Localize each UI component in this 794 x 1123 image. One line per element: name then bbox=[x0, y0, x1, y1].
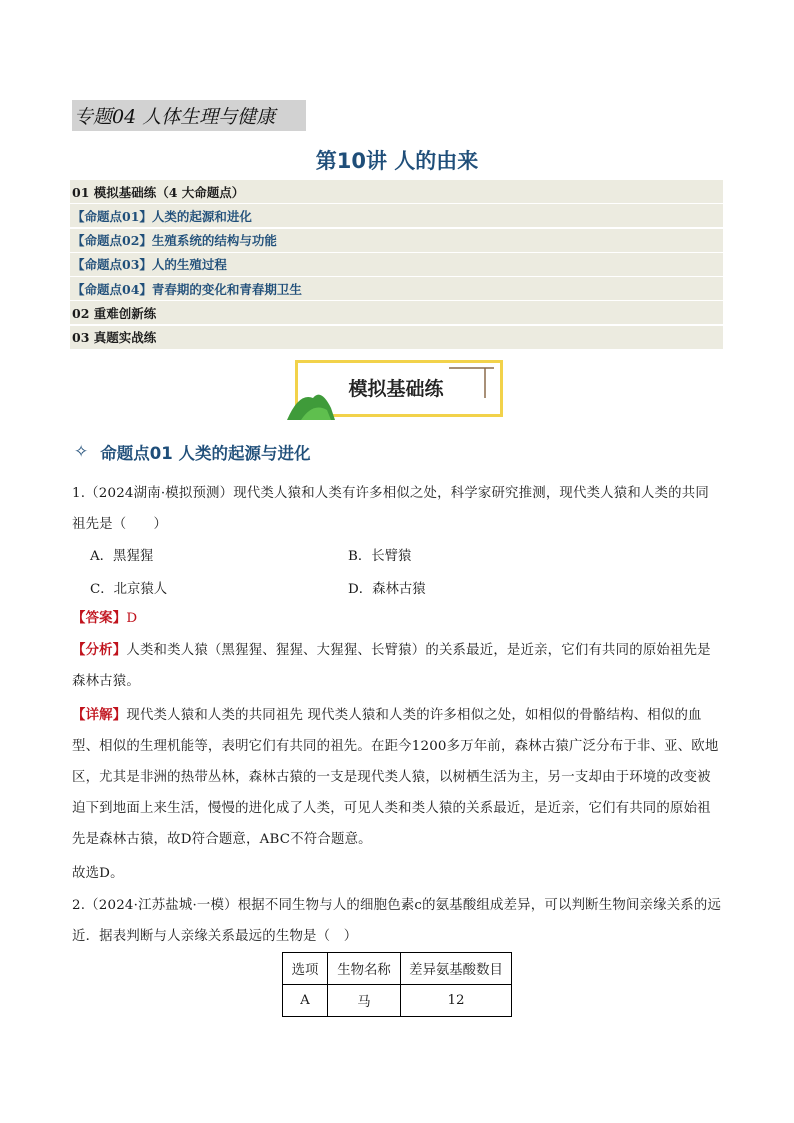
toc-item[interactable]: 01 模拟基础练（4 大命题点） bbox=[70, 180, 723, 203]
topic-banner-text: 专题04 人体生理与健康 bbox=[74, 106, 276, 128]
table-cell: 马 bbox=[328, 985, 401, 1017]
table-cell: 12 bbox=[401, 985, 512, 1017]
detail-paragraph bbox=[72, 700, 722, 855]
table-header-row bbox=[283, 953, 512, 985]
question-1-stem: 1.（2024湖南·模拟预测）现代类人猿和人类有许多相似之处，科学家研究推测，现代类人猿和人类的共同祖先是（ ） bbox=[72, 486, 709, 532]
conclusion-line: 故选D。 bbox=[72, 866, 124, 881]
toc-item[interactable]: 【命题点04】青春期的变化和青春期卫生 bbox=[70, 277, 723, 300]
question-2-table bbox=[282, 952, 512, 1017]
badge-label: 模拟基础练 bbox=[348, 378, 444, 400]
table-header-cell: 选项 bbox=[283, 953, 328, 985]
table-header-cell: 生物名称 bbox=[328, 953, 401, 985]
section-title: 命题点01 人类的起源与进化 bbox=[100, 444, 311, 463]
answer-label: 【答案】 bbox=[72, 610, 127, 626]
diamond-star-icon: ✧ bbox=[74, 442, 89, 462]
analysis-text: 人类和类人猿（黑猩猩、猩猩、大猩猩、长臂猿）的关系最近，是近亲，它们有共同的原始祖先是森林古猿。 bbox=[72, 643, 711, 689]
analysis-paragraph bbox=[72, 635, 722, 697]
section-heading bbox=[74, 440, 310, 464]
option-c[interactable]: C．北京猿人 bbox=[90, 582, 168, 597]
toc-item[interactable]: 【命题点03】人的生殖过程 bbox=[70, 253, 723, 276]
toc-item[interactable]: 【命题点02】生殖系统的结构与功能 bbox=[70, 229, 723, 252]
table-cell: A bbox=[283, 985, 328, 1017]
option-b[interactable]: B．长臂猿 bbox=[348, 549, 412, 564]
table-header-cell: 差异氨基酸数目 bbox=[401, 953, 512, 985]
section-badge bbox=[287, 358, 505, 420]
detail-text: 现代类人猿和人类的共同祖先 现代类人猿和人类的许多相似之处，如相似的骨骼结构、相似的血型、相似的生理机能等，表明它们有共同的祖先。在距今1200多万年前，森林古猿广泛分布于非、亚、欧地区，尤其是非洲的热带丛林，森林古猿的一支是现代类人猿，以树栖生活为主，另一支却由于环境的改变被迫下到地面上来生活，慢慢的进化成了人类，可见人类和类人猿的关系最近，是近亲，它们有共同的原始祖先是森林古猿，故D符合题意，ABC不符合题意。 bbox=[72, 708, 719, 847]
detail-label: 【详解】 bbox=[72, 707, 127, 723]
toc-item[interactable]: 【命题点01】人类的起源和进化 bbox=[70, 204, 723, 227]
analysis-label: 【分析】 bbox=[72, 642, 127, 658]
question-2-stem: 2.（2024·江苏盐城·一模）根据不同生物与人的细胞色素c的氨基酸组成差异，可以判断生物间亲缘关系的远近．据表判断与人亲缘关系最远的生物是（ ） bbox=[72, 898, 722, 944]
answer-line bbox=[72, 603, 722, 634]
topic-banner bbox=[72, 100, 306, 131]
answer-value: D bbox=[126, 611, 138, 626]
option-d[interactable]: D．森林古猿 bbox=[348, 582, 426, 597]
lecture-title: 第10讲 人的由来 bbox=[315, 149, 479, 173]
toc-item[interactable]: 02 重难创新练 bbox=[70, 301, 723, 324]
table-of-contents bbox=[70, 180, 723, 350]
table-row bbox=[283, 985, 512, 1017]
toc-item[interactable]: 03 真题实战练 bbox=[70, 326, 723, 349]
option-a[interactable]: A．黑猩猩 bbox=[90, 549, 154, 564]
